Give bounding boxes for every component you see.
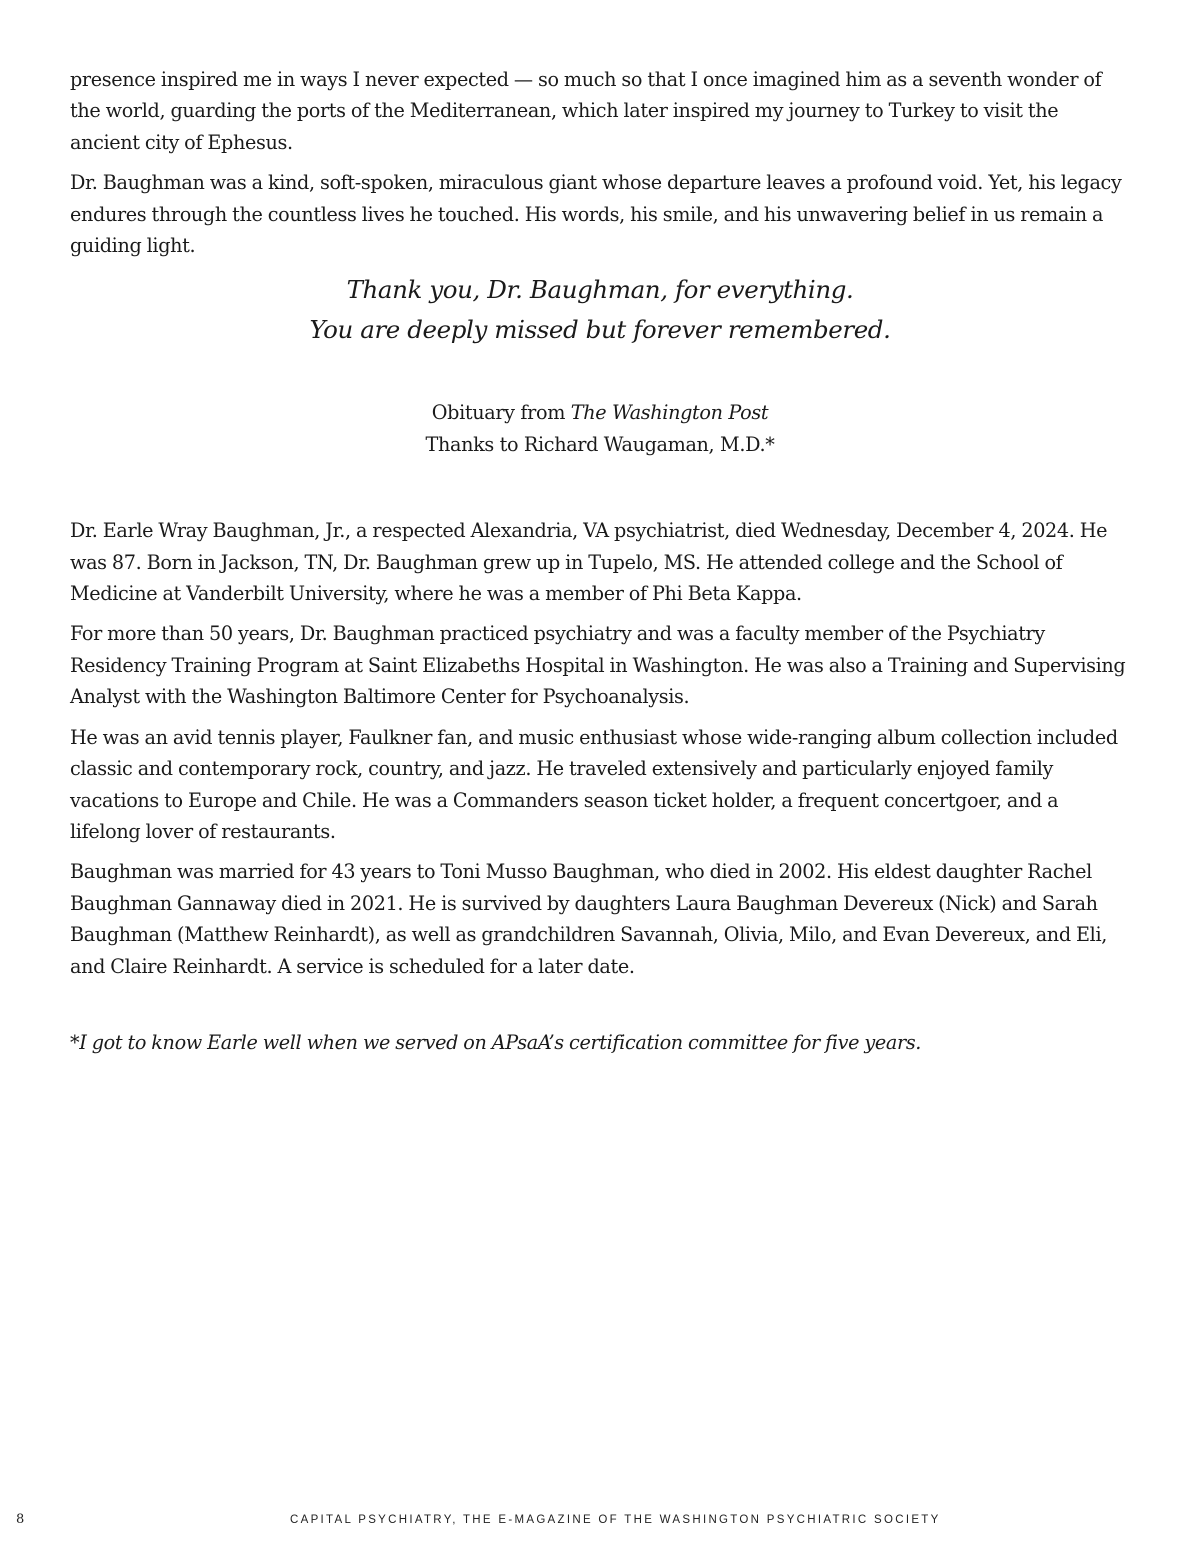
footnote: *I got to know Earle well when we served on APsaA’s certification committee for five years.: [70, 1030, 922, 1054]
obituary-paragraph: Baughman was married for 43 years to Toni Musso Baughman, who died in 2002. His eldest daughter Rachel Baughman Gannaway died in 2021. He is survived by daughters Laura Baughman Devereux (Nick) and Sarah Baughman (Matthew Reinhardt), as well as grandchildren Savannah, Olivia, Milo, and Evan Devereux, and Eli, and Claire Reinhardt. A service is scheduled for a later date.: [70, 860, 1107, 978]
credit-prefix: Obituary from: [431, 401, 571, 425]
credit-thanks: Thanks to Richard Waugaman, M.D.*: [425, 432, 775, 456]
closing-line: You are deeply missed but forever remembered.: [309, 315, 891, 345]
running-title: CAPITAL PSYCHIATRY, THE E-MAGAZINE OF THE WASHINGTON PSYCHIATRIC SOCIETY: [290, 1514, 941, 1526]
obituary-text: [70, 515, 1130, 982]
intro-paragraph: Dr. Baughman was a kind, soft-spoken, miraculous giant whose departure leaves a profound void. Yet, his legacy endures through the countless lives he touched. His words, his smile, and his unwavering belief in us remain a guiding light.: [70, 171, 1122, 258]
obituary-paragraph: Dr. Earle Wray Baughman, Jr., a respected Alexandria, VA psychiatrist, died Wednesday, December 4, 2024. He was 87. Born in Jackson, TN, Dr. Baughman grew up in Tupelo, MS. He attended college and the School of Medicine at Vanderbilt University, where he was a member of Phi Beta Kappa.: [70, 519, 1108, 606]
credit-source: [70, 397, 1130, 428]
obituary-paragraph: For more than 50 years, Dr. Baughman practiced psychiatry and was a faculty member of the Psychiatry Residency Training Program at Saint Elizabeths Hospital in Washington. He was also a Training and Supervising Analyst with the Washington Baltimore Center for Psychoanalysis.: [70, 622, 1126, 709]
article-body: [70, 64, 1130, 1058]
closing-line: Thank you, Dr. Baughman, for everything.: [346, 275, 854, 305]
page-number: 8: [16, 1512, 25, 1527]
publication-name: The Washington Post: [570, 401, 769, 425]
closing-tribute: [70, 270, 1130, 350]
intro-paragraph: presence inspired me in ways I never expected — so much so that I once imagined him as a seventh wonder of the world, guarding the ports of the Mediterranean, which later inspired my journey to Turkey to visit the ancient city of Ephesus.: [70, 68, 1102, 154]
obituary-paragraph: He was an avid tennis player, Faulkner fan, and music enthusiast whose wide-ranging album collection included classic and contemporary rock, country, and jazz. He traveled extensively and particularly enjoyed family vacations to Europe and Chile. He was a Commanders season ticket holder, a frequent concertgoer, and a lifelong lover of restaurants.: [70, 725, 1118, 843]
page-footer: [0, 1512, 1200, 1536]
obituary-credit: [70, 397, 1130, 460]
